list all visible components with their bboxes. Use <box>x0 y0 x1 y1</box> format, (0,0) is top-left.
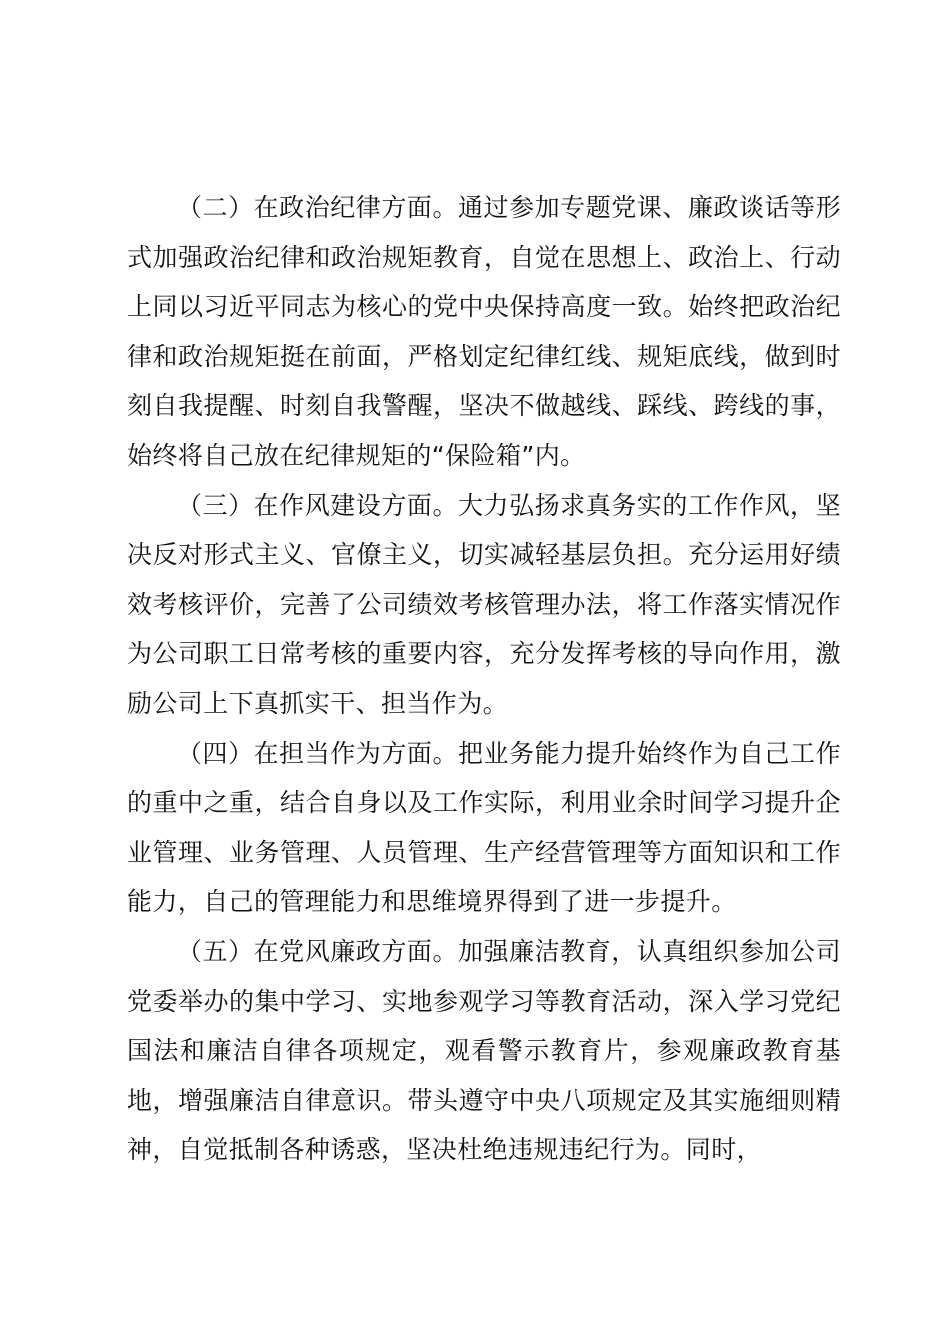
paragraph-work-style: （三）在作风建设方面。大力弘扬求真务实的工作作风，坚决反对形式主义、官僚主义，切实减轻基层负担。充分运用好绩效考核评价，完善了公司绩效考核管理办法，将工作落实情况作为公司职工日常考核的重要内容，充分发挥考核的导向作用，激励公司上下真抓实干、担当作为。 <box>127 490 841 718</box>
document-body <box>127 183 841 1175</box>
paragraph-integrity: （五）在党风廉政方面。加强廉洁教育，认真组织参加公司党委举办的集中学习、实地参观学习等教育活动，深入学习党纪国法和廉洁自律各项规定，观看警示教育片，参观廉政教育基地，增强廉洁自律意识。带头遵守中央八项规定及其实施细则精神，自觉抵制各种诱惑，坚决杜绝违规违纪行为。同时， <box>127 936 841 1165</box>
paragraph-responsibility: （四）在担当作为方面。把业务能力提升始终作为自己工作的重中之重，结合自身以及工作实际，利用业余时间学习提升企业管理、业务管理、人员管理、生产经营管理等方面知识和工作能力，自己的管理能力和思维境界得到了进一步提升。 <box>127 738 841 917</box>
paragraph-political-discipline: （二）在政治纪律方面。通过参加专题党课、廉政谈话等形式加强政治纪律和政治规矩教育，自觉在思想上、政治上、行动上同以习近平同志为核心的党中央保持高度一致。始终把政治纪律和政治规矩挺在前面，严格划定纪律红线、规矩底线，做到时刻自我提醒、时刻自我警醒，坚决不做越线、踩线、跨线的事，始终将自己放在纪律规矩的“保险箱”内。 <box>127 193 841 470</box>
